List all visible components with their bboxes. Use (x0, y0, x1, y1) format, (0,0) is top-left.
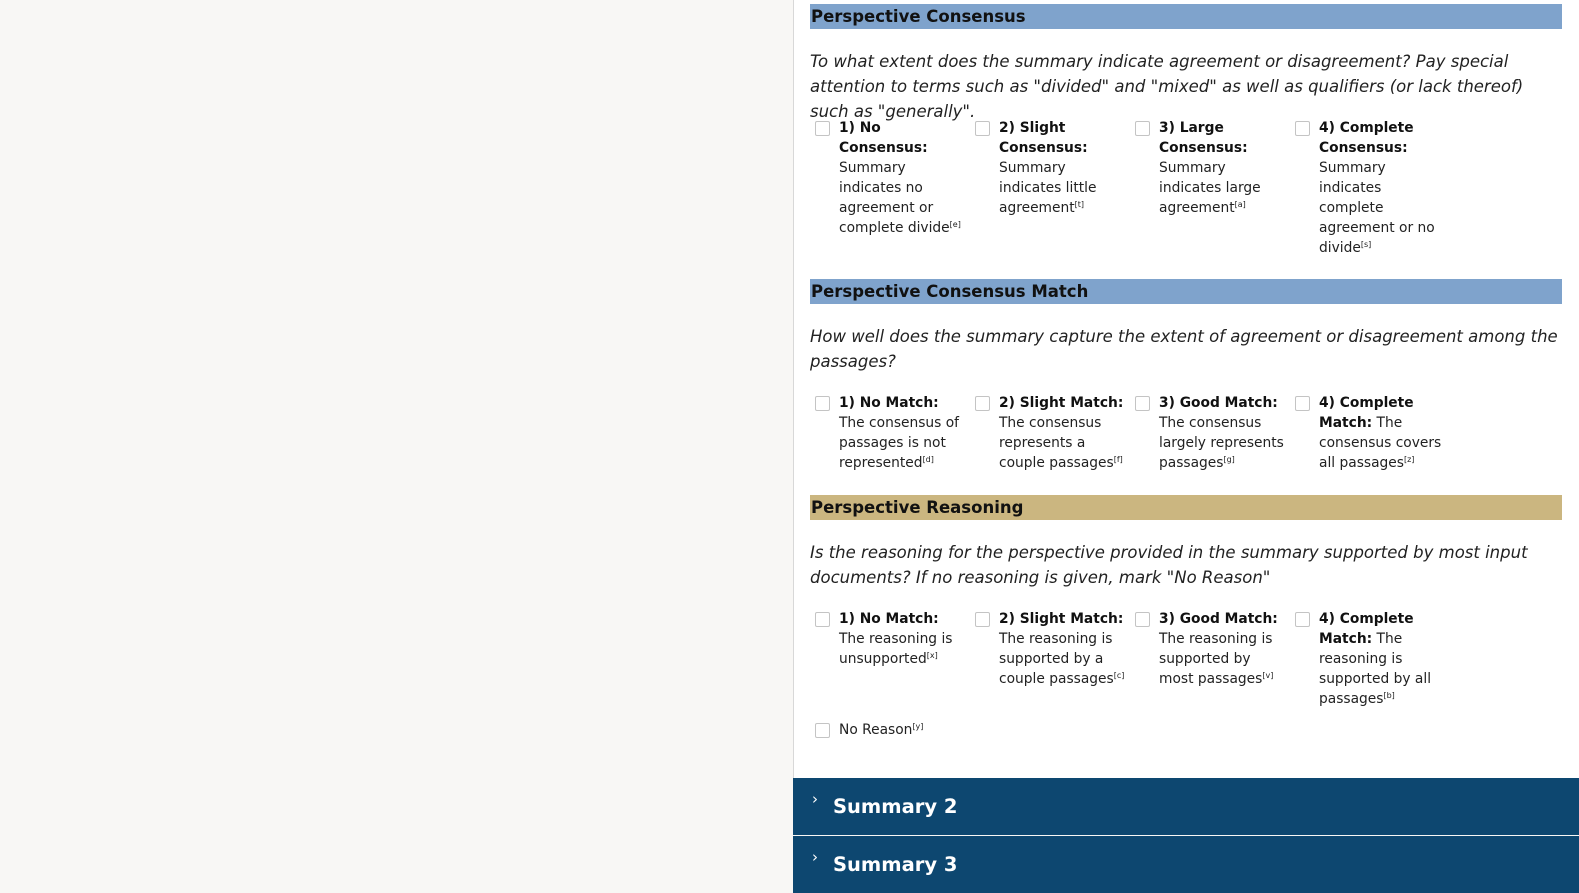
option-checkbox-slight-consensus[interactable] (975, 121, 990, 136)
option-label: 1) No Match: (839, 611, 939, 627)
option-reasoning-slight-match (999, 609, 1127, 689)
option-complete-consensus (1319, 118, 1447, 258)
option-label: 3) Good Match: (1159, 611, 1278, 627)
option-checkbox-complete-match[interactable] (1295, 396, 1310, 411)
option-checkbox-no-match[interactable] (815, 396, 830, 411)
option-desc: The consensus largely represents passages (1159, 415, 1284, 471)
comment-ref[interactable]: [y] (912, 722, 924, 731)
option-desc: The reasoning is unsupported (839, 631, 953, 667)
option-desc: The consensus represents a couple passages (999, 415, 1114, 471)
option-checkbox-reasoning-no-match[interactable] (815, 612, 830, 627)
option-checkbox-good-match[interactable] (1135, 396, 1150, 411)
option-desc: The reasoning is supported by a couple passages (999, 631, 1114, 687)
section-question: Is the reasoning for the perspective provided in the summary supported by most input documents? If no reasoning is given, mark "No Reason" (810, 543, 1528, 587)
option-reasoning-complete-match (1319, 609, 1447, 709)
option-desc: Summary indicates large agreement (1159, 160, 1261, 216)
option-label: 3) Large Consensus: (1159, 120, 1248, 156)
option-checkbox-no-reason[interactable] (815, 723, 830, 738)
option-desc: The consensus of passages is not represented (839, 415, 960, 471)
comment-ref[interactable]: [a] (1234, 200, 1246, 209)
option-slight-consensus (999, 118, 1127, 218)
accordion-summary-2[interactable] (793, 778, 1579, 835)
comment-ref[interactable]: [f] (1113, 455, 1123, 464)
option-checkbox-reasoning-slight-match[interactable] (975, 612, 990, 627)
option-checkbox-reasoning-complete-match[interactable] (1295, 612, 1310, 627)
accordion-title: Summary 2 (833, 795, 958, 818)
option-label: 2) Slight Match: (999, 395, 1124, 411)
option-desc: The reasoning is supported by all passages (1319, 631, 1432, 707)
comment-ref[interactable]: [x] (926, 651, 938, 660)
chevron-right-icon: › (812, 790, 818, 808)
option-label: 2) Slight Consensus: (999, 120, 1088, 156)
option-label: 4) Complete Match: (1319, 611, 1414, 647)
option-desc: Summary indicates no agreement or complete divide (839, 160, 950, 236)
option-label: 1) No Consensus: (839, 120, 928, 156)
option-reasoning-no-match (839, 609, 967, 669)
option-desc: The reasoning is supported by most passages (1159, 631, 1273, 687)
option-label: 3) Good Match: (1159, 395, 1278, 411)
section-question: How well does the summary capture the extent of agreement or disagreement among the passages? (810, 327, 1558, 371)
option-checkbox-no-consensus[interactable] (815, 121, 830, 136)
option-label: 4) Complete Match: (1319, 395, 1414, 431)
comment-ref[interactable]: [g] (1223, 455, 1235, 464)
comment-ref[interactable]: [v] (1262, 671, 1274, 680)
accordion-summary-3[interactable] (793, 836, 1579, 893)
option-checkbox-complete-consensus[interactable] (1295, 121, 1310, 136)
option-complete-match (1319, 393, 1447, 473)
option-label: 2) Slight Match: (999, 611, 1124, 627)
option-large-consensus (1159, 118, 1287, 218)
option-checkbox-reasoning-good-match[interactable] (1135, 612, 1150, 627)
comment-ref[interactable]: [c] (1113, 671, 1125, 680)
comment-ref[interactable]: [e] (949, 220, 961, 229)
section-title-perspective-reasoning: Perspective Reasoning (810, 495, 1562, 520)
option-no-consensus (839, 118, 967, 238)
option-checkbox-large-consensus[interactable] (1135, 121, 1150, 136)
comment-ref[interactable]: [d] (922, 455, 934, 464)
section-title-perspective-consensus: Perspective Consensus (810, 4, 1562, 29)
comment-ref[interactable]: [b] (1383, 691, 1395, 700)
option-no-match (839, 393, 967, 473)
option-desc: Summary indicates little agreement (999, 160, 1097, 216)
comment-ref[interactable]: [s] (1360, 240, 1372, 249)
option-desc: Summary indicates complete agreement or no divide (1319, 160, 1435, 256)
comment-ref[interactable]: [t] (1074, 200, 1085, 209)
option-desc: No Reason (839, 722, 913, 738)
option-desc: The consensus covers all passages (1319, 415, 1442, 471)
comment-ref[interactable]: [z] (1403, 455, 1415, 464)
option-label: 1) No Match: (839, 395, 939, 411)
chevron-right-icon: › (812, 848, 818, 866)
section-question: To what extent does the summary indicate agreement or disagreement? Pay special attention to terms such as "divided" and "mixed" as well as qualifiers (or lack thereof) such as "generally". (810, 52, 1524, 121)
option-no-reason (839, 720, 967, 740)
option-slight-match (999, 393, 1127, 473)
section-title-perspective-consensus-match: Perspective Consensus Match (810, 279, 1562, 304)
option-label: 4) Complete Consensus: (1319, 120, 1414, 156)
option-good-match (1159, 393, 1287, 473)
option-checkbox-slight-match[interactable] (975, 396, 990, 411)
accordion-title: Summary 3 (833, 853, 958, 876)
option-reasoning-good-match (1159, 609, 1287, 689)
